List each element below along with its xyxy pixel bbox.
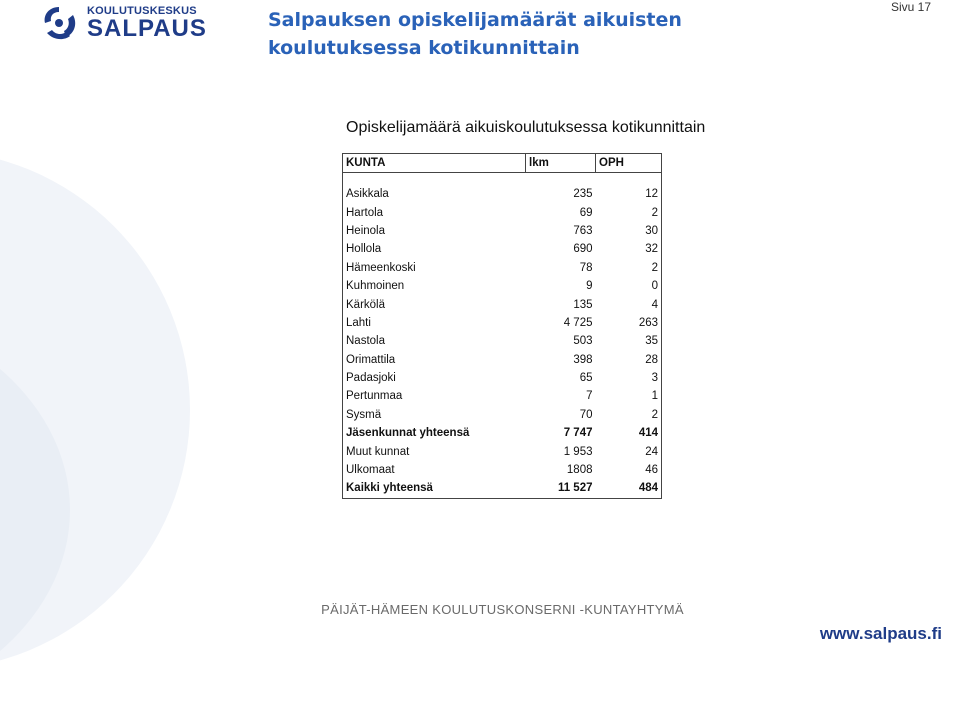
cell-oph: 2 bbox=[651, 206, 658, 219]
cell-lkm: 69 bbox=[579, 206, 593, 219]
cell-kunta: Orimattila bbox=[346, 353, 396, 366]
website-url: www.salpaus.fi bbox=[819, 624, 942, 643]
cell-lkm: 690 bbox=[573, 243, 593, 256]
table-title: Opiskelijamäärä aikuiskoulutuksessa kotikunnittain bbox=[346, 119, 706, 136]
cell-lkm: 7 747 bbox=[563, 427, 593, 440]
cell-lkm: 78 bbox=[579, 261, 593, 274]
cell-lkm: 235 bbox=[573, 188, 593, 201]
cell-oph: 4 bbox=[651, 298, 658, 311]
table-spacer-row bbox=[343, 173, 662, 186]
cell-kunta: Hämeenkoski bbox=[346, 261, 416, 274]
cell-oph: 46 bbox=[645, 464, 658, 477]
cell-kunta: Hartola bbox=[346, 206, 384, 219]
cell-lkm: 503 bbox=[573, 335, 593, 348]
table-row bbox=[343, 479, 662, 498]
cell-oph: 1 bbox=[651, 390, 658, 403]
cell-lkm: 763 bbox=[573, 224, 593, 237]
cell-oph: 2 bbox=[651, 261, 658, 274]
cell-lkm: 4 725 bbox=[563, 316, 593, 329]
cell-kunta: Nastola bbox=[346, 335, 385, 348]
table-row bbox=[343, 461, 662, 479]
footer-organization: PÄIJÄT-HÄMEEN KOULUTUSKONSERNI -KUNTAYHTYMÄ bbox=[321, 602, 684, 617]
cell-lkm: 11 527 bbox=[557, 482, 593, 495]
cell-kunta: Asikkala bbox=[346, 188, 389, 201]
cell-kunta: Heinola bbox=[346, 224, 385, 237]
logo-text-main: SALPAUS bbox=[87, 15, 207, 42]
cell-lkm: 1808 bbox=[566, 464, 593, 477]
table-row bbox=[343, 442, 662, 460]
cell-kunta: Lahti bbox=[346, 316, 371, 329]
cell-lkm: 7 bbox=[586, 390, 593, 403]
cell-oph: 263 bbox=[638, 316, 658, 329]
table-row bbox=[343, 222, 662, 240]
page-number: Sivu 17 bbox=[890, 0, 931, 14]
table-row bbox=[343, 314, 662, 332]
cell-kunta: Jäsenkunnat yhteensä bbox=[346, 427, 470, 440]
students-table bbox=[342, 153, 662, 499]
table-row bbox=[343, 369, 662, 387]
column-header-lkm: lkm bbox=[526, 154, 596, 173]
column-header-oph: OPH bbox=[596, 154, 662, 173]
cell-oph: 0 bbox=[651, 280, 658, 293]
cell-oph: 484 bbox=[638, 482, 658, 495]
cell-oph: 28 bbox=[645, 353, 658, 366]
table-row bbox=[343, 332, 662, 350]
table-header-row bbox=[343, 154, 662, 173]
footer-text bbox=[0, 602, 960, 617]
cell-lkm: 135 bbox=[573, 298, 593, 311]
cell-lkm: 9 bbox=[586, 280, 593, 293]
cell-lkm: 1 953 bbox=[563, 445, 593, 458]
cell-oph: 414 bbox=[638, 427, 658, 440]
table-row bbox=[343, 259, 662, 277]
cell-oph: 3 bbox=[651, 372, 658, 385]
table-row bbox=[343, 240, 662, 258]
cell-lkm: 70 bbox=[579, 408, 593, 421]
cell-kunta: Sysmä bbox=[346, 408, 382, 421]
table-row bbox=[343, 277, 662, 295]
table-row bbox=[343, 387, 662, 405]
cell-oph: 32 bbox=[645, 243, 658, 256]
table-row bbox=[343, 203, 662, 221]
cell-oph: 24 bbox=[645, 445, 658, 458]
column-header-kunta: KUNTA bbox=[343, 154, 526, 173]
cell-kunta: Kuhmoinen bbox=[346, 280, 405, 293]
cell-kunta: Kärkölä bbox=[346, 298, 385, 311]
salpaus-logo bbox=[37, 3, 207, 43]
table-row bbox=[343, 185, 662, 203]
cell-lkm: 398 bbox=[573, 353, 593, 366]
logo-text-top: KOULUTUSKESKUS bbox=[87, 5, 197, 17]
cell-kunta: Kaikki yhteensä bbox=[346, 482, 433, 495]
slide-title: Salpauksen opiskelijamäärät aikuisten koulutuksessa kotikunnittain bbox=[268, 9, 682, 59]
table-row bbox=[343, 295, 662, 313]
cell-oph: 12 bbox=[645, 188, 658, 201]
cell-oph: 35 bbox=[645, 335, 658, 348]
cell-kunta: Padasjoki bbox=[346, 372, 396, 385]
table-row bbox=[343, 406, 662, 424]
table-row bbox=[343, 424, 662, 442]
cell-kunta: Muut kunnat bbox=[346, 445, 410, 458]
cell-kunta: Pertunmaa bbox=[346, 390, 403, 403]
cell-oph: 30 bbox=[645, 224, 658, 237]
table-row bbox=[343, 351, 662, 369]
cell-oph: 2 bbox=[651, 408, 658, 421]
cell-kunta: Ulkomaat bbox=[346, 464, 395, 477]
salpaus-logo-icon bbox=[37, 3, 81, 43]
cell-lkm: 65 bbox=[579, 372, 593, 385]
cell-kunta: Hollola bbox=[346, 243, 382, 256]
